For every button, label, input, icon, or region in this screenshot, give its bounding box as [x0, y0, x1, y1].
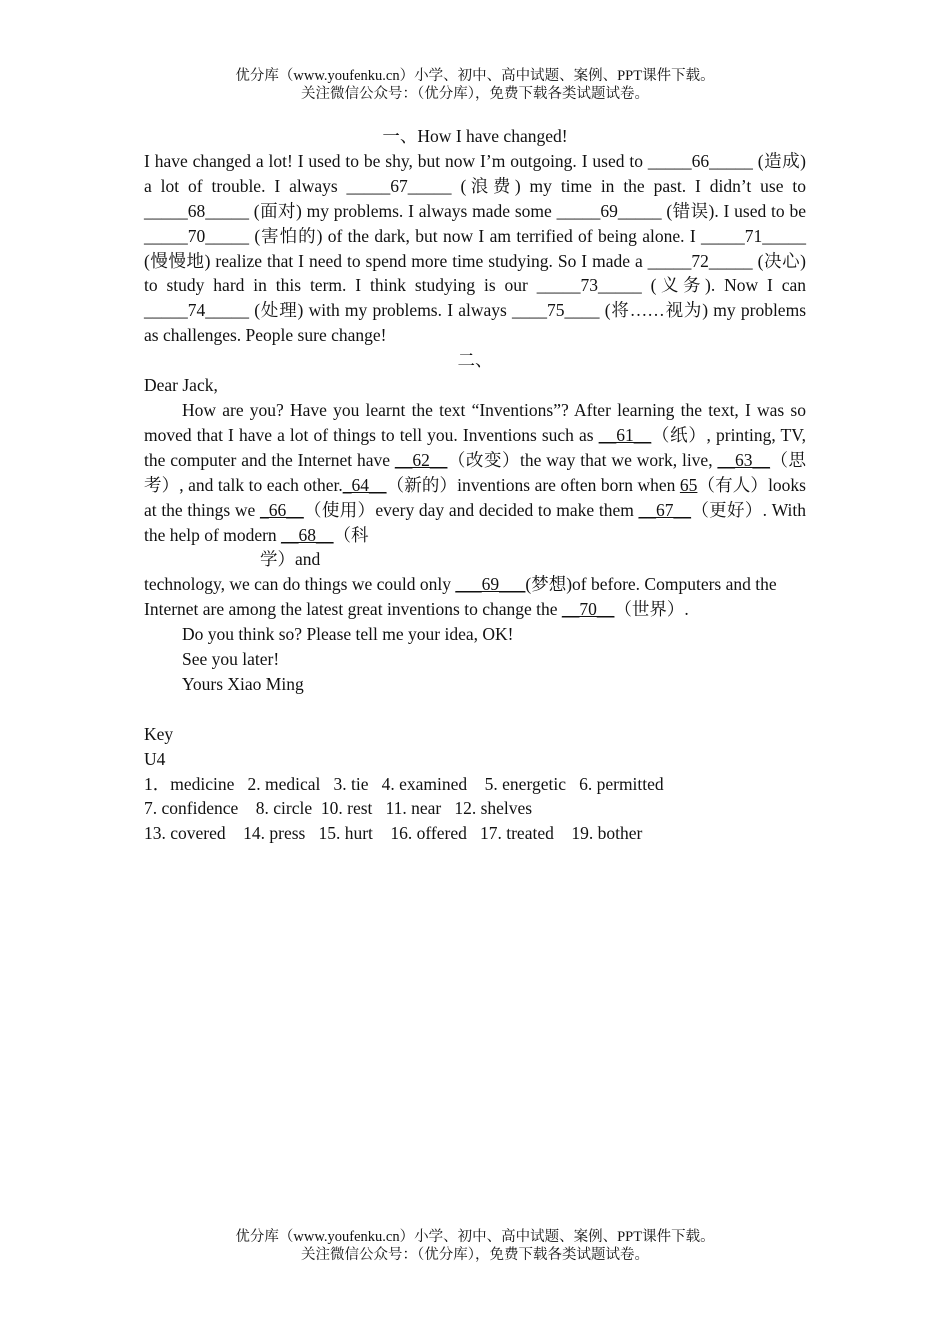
blank-67: __67__: [638, 499, 692, 520]
text-run: （新的）inventions are often born when: [386, 474, 680, 495]
text-run: technology, we can do things we could only: [144, 574, 456, 595]
key-line-1: 1．medicine 2. medical 3. tie 4. examined 5. energetic 6. permitted: [144, 773, 664, 794]
blank-63: __63__: [717, 449, 770, 470]
key-line-2: 7. confidence 8. circle 10. rest 11. near 12. shelves: [144, 798, 533, 819]
blank-65: 65: [679, 474, 698, 495]
document-body: [144, 124, 806, 846]
blank-64: _64__: [342, 474, 387, 495]
footer-line-2: 关注微信公众号：（优分库），免费下载各类试题试卷。: [301, 1247, 649, 1263]
text-run: （思考）, and talk to each other.: [144, 449, 806, 495]
text-run: （科: [333, 524, 369, 545]
footer-line-1: 优分库（www.youfenku.cn）小学、初中、高中试题、案例、PPT课件下载。: [235, 1229, 715, 1245]
key-unit: U4: [144, 748, 166, 769]
blank-61: __61__: [598, 424, 652, 445]
text-run: （世界）.: [614, 599, 689, 620]
spacer: [144, 697, 806, 722]
section-1-passage: I have changed a lot! I used to be shy, but now I’m outgoing. I used to _____66_____ (造成) a lot of trouble. I always _____67_____ (浪费) my time in the past. I didn’t use to _____68_____ (面对) my problems. I always made some _____69_____ (错误). I used to be _____70_____ (害怕的) of the dark, but now I am terrified of being alone. I _____71_____ (慢慢地) realize that I need to spend more time studying. So I made a _____72_____ (决心) to study hard in this term. I think studying is our _____73_____ (义务). Now I can _____74_____ (处理) with my problems. I always ____75____ (将……视为) my problems as challenges. People sure change!: [144, 150, 806, 346]
letter-paragraph-2: [144, 572, 806, 622]
section-1-title: 一、How I have changed!: [382, 126, 568, 146]
blank-62: __62__: [394, 449, 448, 470]
letter-greeting: Dear Jack,: [144, 375, 218, 396]
blank-68: __68__: [281, 524, 334, 545]
letter-line-continuation: 学）and: [260, 549, 321, 570]
text-run: How are you? Have you learnt the text “Inventions”? After learning the text, I was so moved that I have a lot of things to tell you. Inventions such as: [144, 399, 806, 445]
text-run: (梦想)of before. Computers and the Internet are among the latest great inventions to change the: [144, 574, 777, 620]
letter-signature: Yours Xiao Ming: [182, 673, 304, 694]
blank-66: _66__: [259, 499, 304, 520]
text-run: （纸）, printing, TV, the computer and the Internet have: [144, 424, 807, 470]
letter-paragraph-1: [144, 398, 806, 547]
text-run: （使用）every day and decided to make them: [303, 499, 639, 520]
section-2-title: 二、: [457, 350, 493, 371]
key-line-3: 13. covered 14. press 15. hurt 16. offered 17. treated 19. bother: [144, 823, 643, 844]
key-title: Key: [144, 723, 174, 744]
header-line-1: 优分库（www.youfenku.cn）小学、初中、高中试题、案例、PPT课件下载。: [235, 68, 715, 84]
header-line-2: 关注微信公众号：（优分库），免费下载各类试题试卷。: [301, 86, 649, 102]
blank-70: __70__: [561, 599, 615, 620]
text-run: （改变）the way that we work, live,: [447, 449, 718, 470]
letter-closing: See you later!: [182, 649, 280, 670]
blank-69: ___69___: [455, 574, 526, 595]
letter-paragraph-3: Do you think so? Please tell me your idea, OK!: [182, 624, 514, 645]
text-run: （有人）looks at the things we: [144, 474, 806, 520]
text-run: （更好）. With the help of modern: [144, 499, 806, 545]
page-footer: [0, 1228, 950, 1264]
page-header: [0, 67, 950, 103]
